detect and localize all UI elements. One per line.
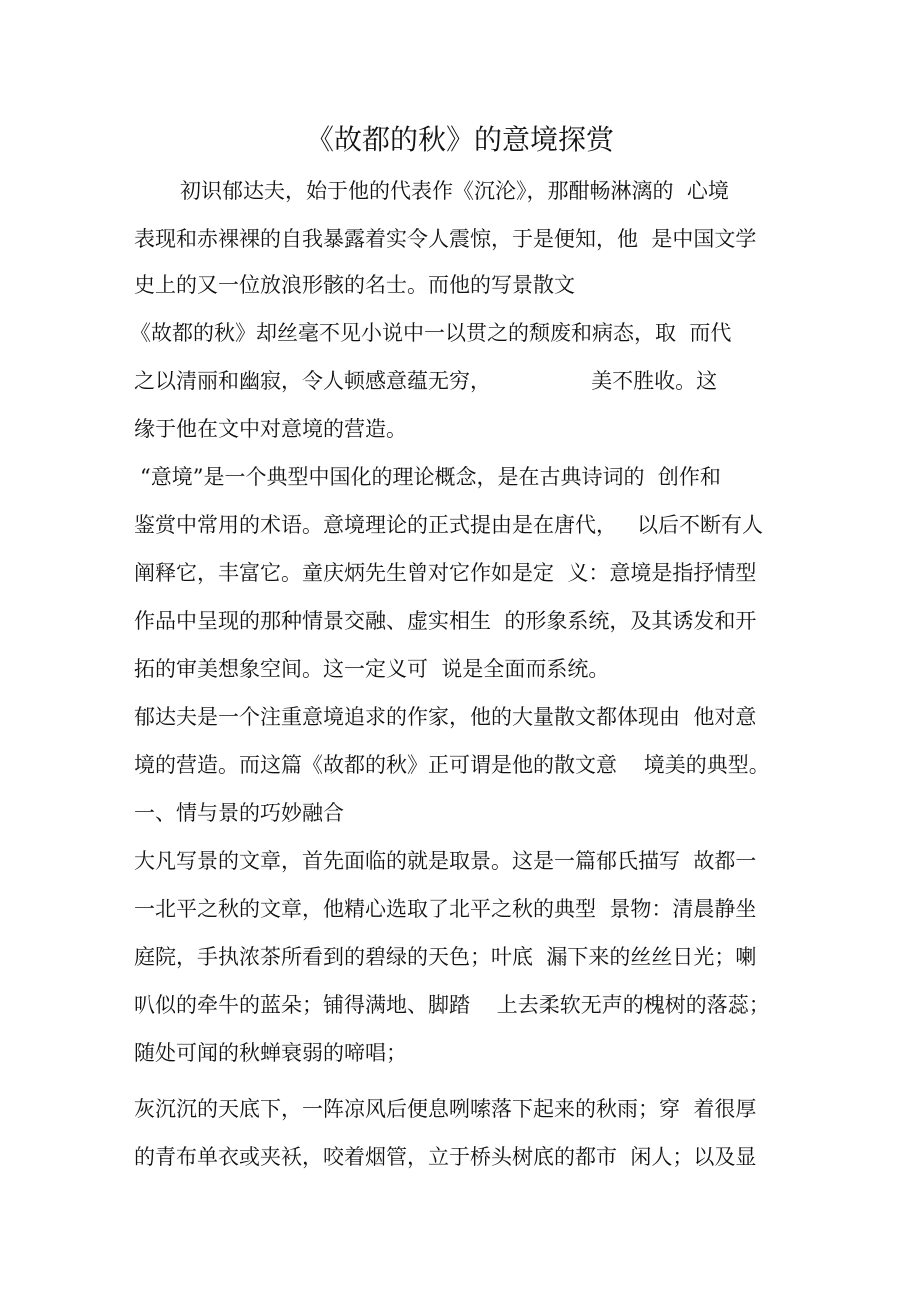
paragraph-line: “意境”是一个典型中国化的理论概念，是在古典诗词的 创作和 [140,465,721,489]
paragraph-line: 庭院，手执浓茶所看到的碧绿的天色；叶底 漏下来的丝丝日光；喇 [134,945,757,969]
paragraph-line: 表现和赤裸裸的自我暴露着实令人震惊，于是便知，他 是中国文学 [134,227,757,251]
paragraph-line: 郁达夫是一个注重意境追求的作家，他的大量散文都体现由 他对意 [134,705,757,729]
paragraph-line: 鉴赏中常用的术语。意境理论的正式提由是在唐代， 以后不断有人 [134,513,764,537]
paragraph-line: 大凡写景的文章，首先面临的就是取景。这是一篇郁氏描写 故都一 [134,849,757,873]
paragraph-line: 拓的审美想象空间。这一定义可 说是全面而系统。 [134,657,610,681]
paragraph-line: 之以清丽和幽寂，令人顿感意蕴无穷， 美不胜收。这 [134,369,718,393]
paragraph-line: 境的营造。而这篇《故都的秋》正可谓是他的散文意 境美的典型。 [134,753,770,777]
paragraph-line: 史上的又一位放浪形骸的名士。而他的写景散文 [134,273,575,297]
paragraph-line: 一北平之秋的文章，他精心选取了北平之秋的典型 景物：清晨静坐 [134,897,757,921]
paragraph-line: 作品中呈现的那种情景交融、虚实相生 的形象系统，及其诱发和开 [134,609,757,633]
paragraph-line: 随处可闻的秋蝉衰弱的啼唱； [134,1041,407,1065]
document-title: 《故都的秋》的意境探赏 [305,123,614,156]
paragraph-line: 叭似的牵牛的蓝朵；铺得满地、脚踏 上去柔软无声的槐树的落蕊； [134,993,770,1017]
section-heading: 一、情与景的巧妙融合 [134,801,344,825]
paragraph-line: 的青布单衣或夹袄，咬着烟管，立于桥头树底的都市 闲人；以及显 [134,1145,757,1169]
paragraph-line: 阐释它，丰富它。童庆炳先生曾对它作如是定 义：意境是指抒情型 [134,561,757,585]
paragraph-line: 灰沉沉的天底下，一阵凉风后便息咧嗦落下起来的秋雨；穿 着很厚 [134,1097,757,1121]
paragraph-line: 缘于他在文中对意境的营造。 [134,417,407,441]
paragraph-line: 《故都的秋》却丝毫不见小说中一以贯之的颓废和病态，取 而代 [130,321,732,345]
paragraph-line: 初识郁达夫，始于他的代表作《沉沦》，那酣畅淋漓的 心境 [180,179,729,203]
